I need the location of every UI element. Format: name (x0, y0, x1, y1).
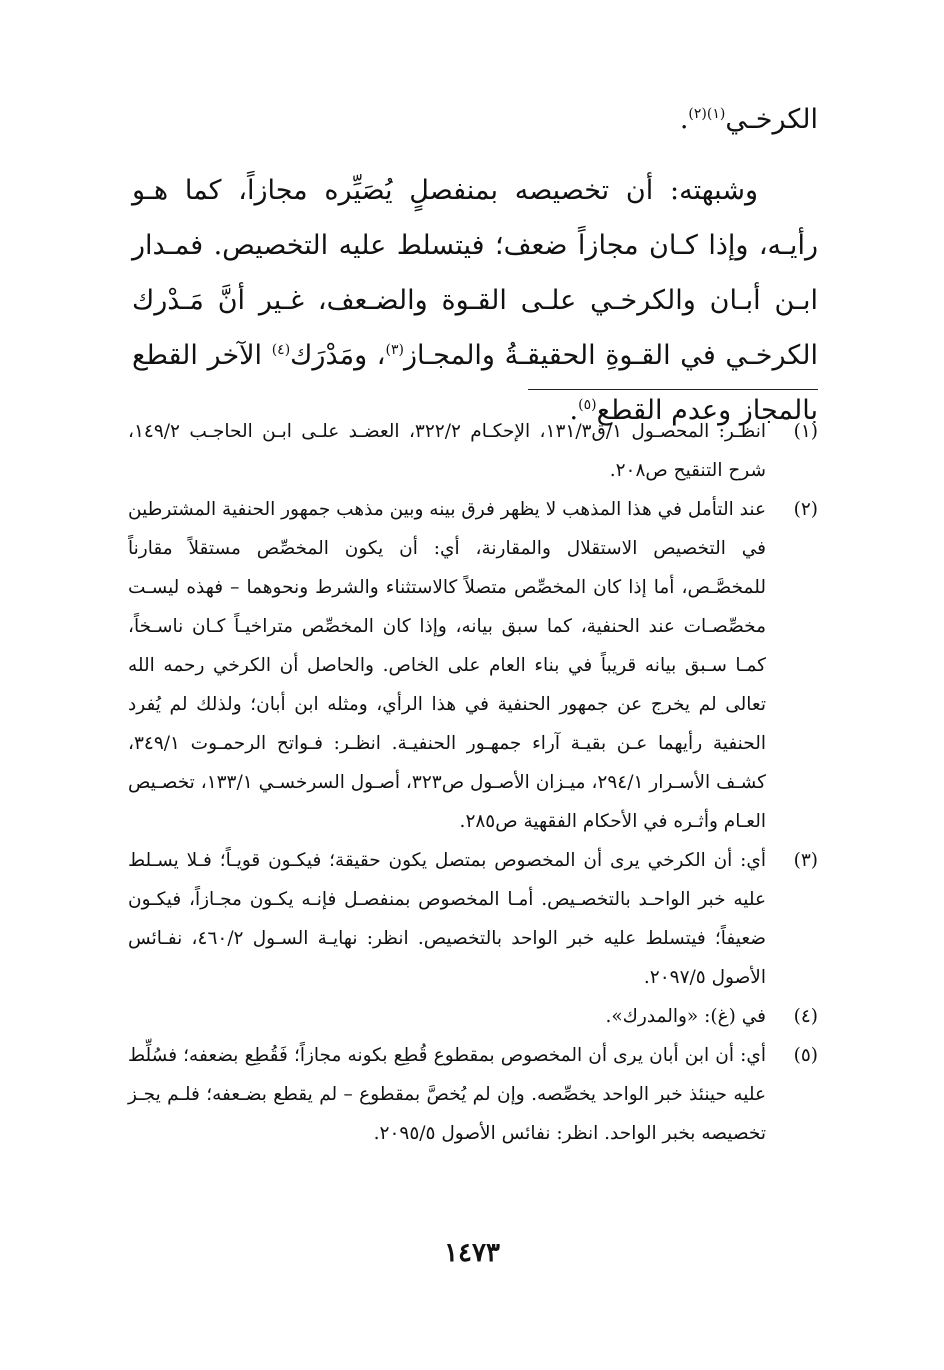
footnote-refs-1-2: (١)(٢) (688, 106, 726, 122)
footnote-5 (128, 1036, 818, 1153)
footnote-1 (128, 412, 818, 490)
footnote-ref-3: (٣) (385, 342, 404, 358)
main-paragraph-end: . (569, 395, 579, 426)
main-first-line (132, 92, 818, 147)
footnote-ref-5: (٥) (578, 397, 597, 413)
footnote-text: أي: أن ابن أبان يرى أن المخصوص بمقطوع قُطِع بكونه مجازاً؛ فَقُطِع بضعفه؛ فسُلِّط عليه حينئذ خبر الواحد يخصِّصه. وإن لم يُخصَّ بمقطوع – لم يقطع بضـعفه؛ فلـم يجـز تخصيصه بخبر الواحد. انظر: نفائس الأصول ٢٠٩٥/٥. (128, 1045, 766, 1144)
footnote-number: (٥) (793, 1045, 818, 1066)
footnote-text: في (غ): «والمدرك». (605, 1006, 766, 1027)
main-paragraph-part-2: ، ومَدْرَك (290, 340, 386, 371)
footnote-number: (٢) (793, 499, 818, 520)
footnote-number: (٣) (793, 850, 818, 871)
main-paragraph-part-3: الآخر القطع بالمجاز وعدم القطع (132, 340, 818, 426)
page-number: ١٤٧٣ (444, 1238, 500, 1268)
footnote-number: (١) (793, 421, 818, 442)
footnote-2 (128, 490, 818, 841)
main-line1-end: . (679, 104, 689, 135)
footnote-number: (٤) (793, 1006, 818, 1027)
main-text (132, 92, 818, 438)
footnote-separator (528, 389, 818, 390)
main-line1-text: الكرخـي (725, 104, 818, 135)
footnotes-section (128, 412, 818, 1153)
main-paragraph (132, 163, 818, 438)
main-paragraph-part-1: وشبهته: أن تخصيصه بمنفصلٍ يُصَيِّره مجازاً، كما هـو رأيـه، وإذا كـان مجازاً ضعف؛ فيتسلط عليه التخصيص. فمـدار ابـن أبـان والكرخـي علـى القـوة والضـعف، غـير أنَّ مَـدْرك الكرخـي في القـوةِ الحقيقـةُ والمجـاز (132, 175, 819, 371)
footnote-text: عند التأمل في هذا المذهب لا يظهر فرق بينه وبين مذهب جمهور الحنفية المشترطين في التخصيص الاستقلال والمقارنة، أي: أن يكون المخصِّص مستقلاً مقارناً للمخصَّـص، أما إذا كان المخصِّص متصلاً كالاستثناء والشرط ونحوهما – فهذه ليسـت مخصِّصـات عند الحنفية، كما سبق بيانه، وإذا كان المخصِّص متراخيـاً كـان ناسـخاً، كمـا سـبق بيانه قريباً في بناء العام على الخاص. والحاصل أن الكرخي رحمه الله تعالى لم يخرج عن جمهور الحنفية في هذا الرأي، ومثله ابن أبان؛ ولذلك لم يُفرد الحنفية رأيهما عـن بقيـة آراء جمهـور الحنفيـة. انظـر: فـواتح الرحمـوت ٣٤٩/١، كشـف الأسـرار ٢٩٤/١، ميـزان الأصـول ص٣٢٣، أصـول السرخسـي ١٣٣/١، تخصـيص العـام وأثـره في الأحكام الفقهية ص٢٨٥. (128, 499, 766, 832)
footnote-ref-4: (٤) (271, 342, 291, 358)
footnote-4 (128, 997, 818, 1036)
footnote-text: أي: أن الكرخي يرى أن المخصوص بمتصل يكون حقيقة؛ فيكـون قويـاً؛ فـلا يسـلط عليه خبر الواحـد بالتخصـيص. أمـا المخصوص بمنفصـل فإنـه يكـون مجـازاً، فيكـون ضعيفاً؛ فيتسلط عليه خبر الواحد بالتخصيص. انظر: نهايـة السـول ٤٦٠/٢، نفـائس الأصول ٢٠٩٧/٥. (128, 850, 766, 988)
footnote-text: انظـر: المحصـول ١/ق١٣١/٣، الإحكـام ٣٢٢/٢، العضـد علـى ابـن الحاجـب ١٤٩/٢، شرح التنقيح ص٢٠٨. (128, 421, 767, 481)
footnote-3 (128, 841, 818, 997)
